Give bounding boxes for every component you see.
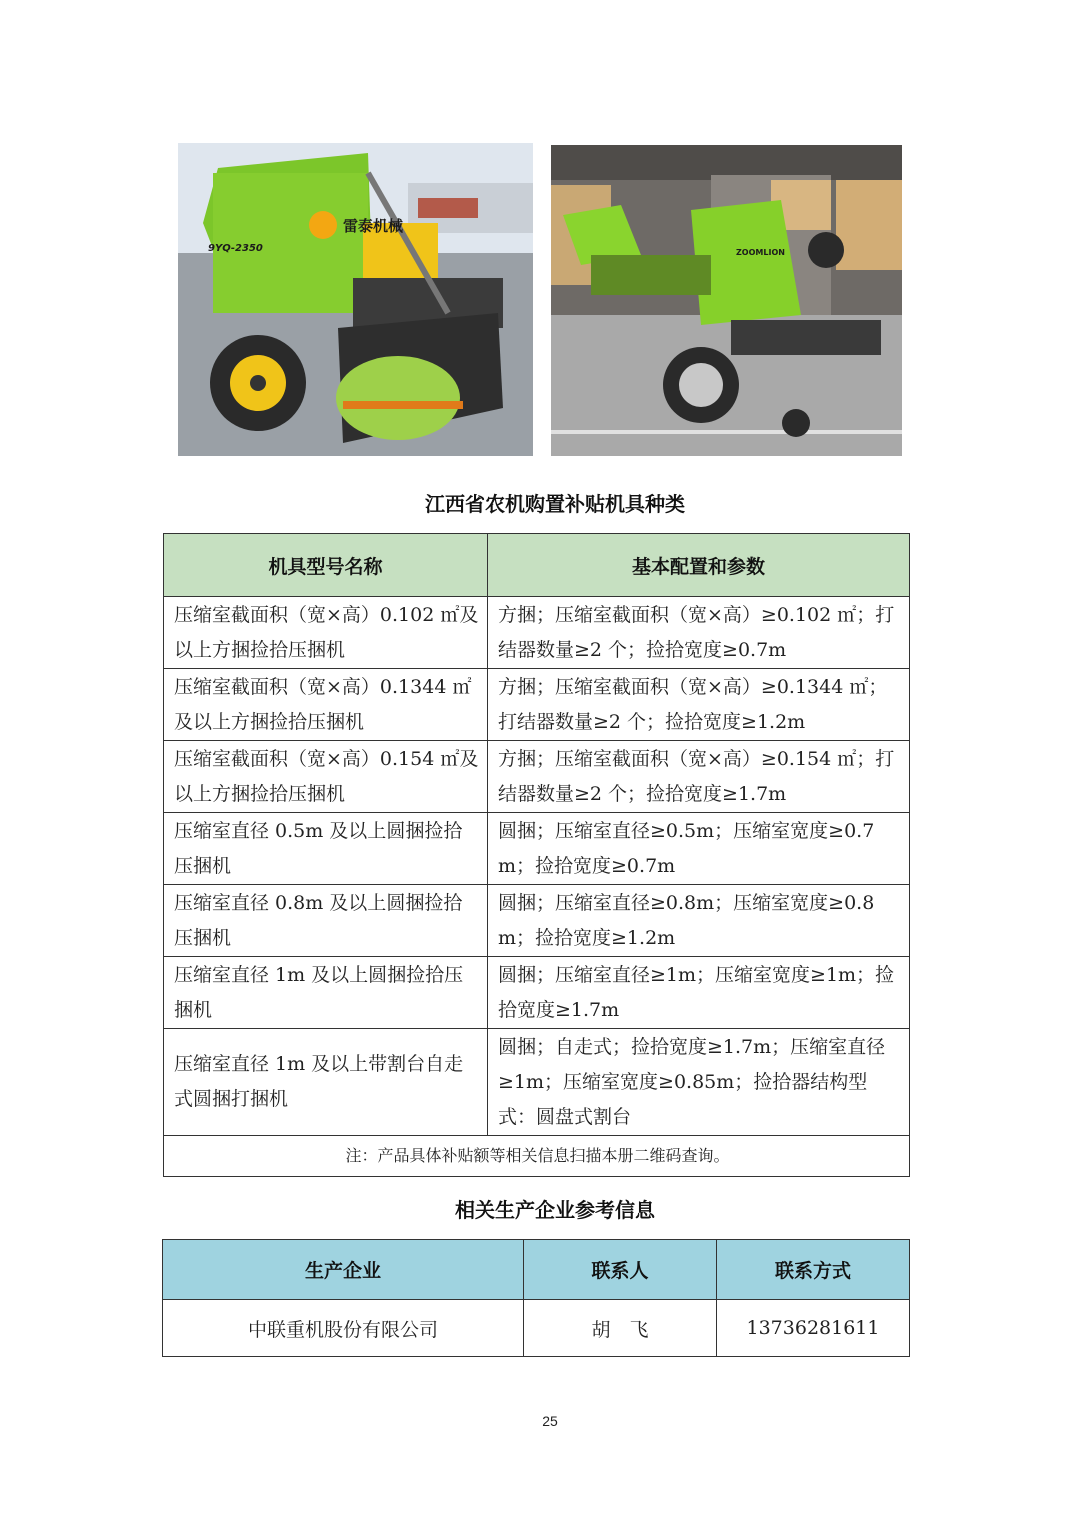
table-row xyxy=(163,1300,910,1357)
params-cell: 圆捆；自走式；捡拾宽度≥1.7m；压缩室直径≥1m；压缩室宽度≥0.85m；捡拾器结构型式：圆盘式割台 xyxy=(488,1029,910,1136)
phone-cell: 13736281611 xyxy=(717,1300,910,1357)
brand-label-right: ZOOMLION xyxy=(736,248,785,257)
company-name-cell: 中联重机股份有限公司 xyxy=(163,1300,524,1357)
company-section-title: 相关生产企业参考信息 xyxy=(455,1198,655,1222)
contact-person-cell: 胡 飞 xyxy=(524,1300,717,1357)
brand-label-left: 雷泰机械 xyxy=(343,217,404,235)
spec-table-header xyxy=(164,534,910,597)
params-cell: 方捆；压缩室截面积（宽×高）≥0.154 ㎡；打结器数量≥2 个；捡拾宽度≥1.7m xyxy=(488,741,910,813)
baler-photo-right xyxy=(551,145,902,456)
model-label-left: 9YQ-2350 xyxy=(208,243,263,254)
machine-name-cell: 压缩室截面积（宽×高）0.154 ㎡及以上方捆捡拾压捆机 xyxy=(164,741,488,813)
machine-name-cell: 压缩室截面积（宽×高）0.102 ㎡及以上方捆捡拾压捆机 xyxy=(164,597,488,669)
table-row xyxy=(164,957,910,1029)
company-table xyxy=(162,1239,910,1357)
machine-name-cell: 压缩室直径 0.8m 及以上圆捆捡拾压捆机 xyxy=(164,885,488,957)
table-row xyxy=(164,1029,910,1136)
spec-table xyxy=(163,533,910,1177)
table-note-row xyxy=(164,1136,910,1177)
page-number: 25 xyxy=(542,1413,558,1429)
params-cell: 方捆；压缩室截面积（宽×高）≥0.1344 ㎡；打结器数量≥2 个；捡拾宽度≥1.2m xyxy=(488,669,910,741)
table-row xyxy=(164,669,910,741)
params-cell: 圆捆；压缩室直径≥1m；压缩室宽度≥1m；捡拾宽度≥1.7m xyxy=(488,957,910,1029)
header-phone: 联系方式 xyxy=(717,1240,910,1300)
params-cell: 方捆；压缩室截面积（宽×高）≥0.102 ㎡；打结器数量≥2 个；捡拾宽度≥0.7m xyxy=(488,597,910,669)
machine-name-cell: 压缩室直径 1m 及以上带割台自走式圆捆打捆机 xyxy=(164,1029,488,1136)
table-note: 注：产品具体补贴额等相关信息扫描本册二维码查询。 xyxy=(164,1136,910,1177)
machine-name-cell: 压缩室截面积（宽×高）0.1344 ㎡及以上方捆捡拾压捆机 xyxy=(164,669,488,741)
header-machine-name: 机具型号名称 xyxy=(164,534,488,597)
params-cell: 圆捆；压缩室直径≥0.5m；压缩室宽度≥0.7m；捡拾宽度≥0.7m xyxy=(488,813,910,885)
company-table-header xyxy=(163,1240,910,1300)
machine-name-cell: 压缩室直径 0.5m 及以上圆捆捡拾压捆机 xyxy=(164,813,488,885)
baler-photo-left xyxy=(178,143,533,456)
table-row xyxy=(164,885,910,957)
params-cell: 圆捆；压缩室直径≥0.8m；压缩室宽度≥0.8m；捡拾宽度≥1.2m xyxy=(488,885,910,957)
header-contact: 联系人 xyxy=(524,1240,717,1300)
table-row xyxy=(164,597,910,669)
header-company: 生产企业 xyxy=(163,1240,524,1300)
spec-section-title: 江西省农机购置补贴机具种类 xyxy=(425,492,685,516)
header-config-params: 基本配置和参数 xyxy=(488,534,910,597)
table-row xyxy=(164,813,910,885)
table-row xyxy=(164,741,910,813)
machine-name-cell: 压缩室直径 1m 及以上圆捆捡拾压捆机 xyxy=(164,957,488,1029)
